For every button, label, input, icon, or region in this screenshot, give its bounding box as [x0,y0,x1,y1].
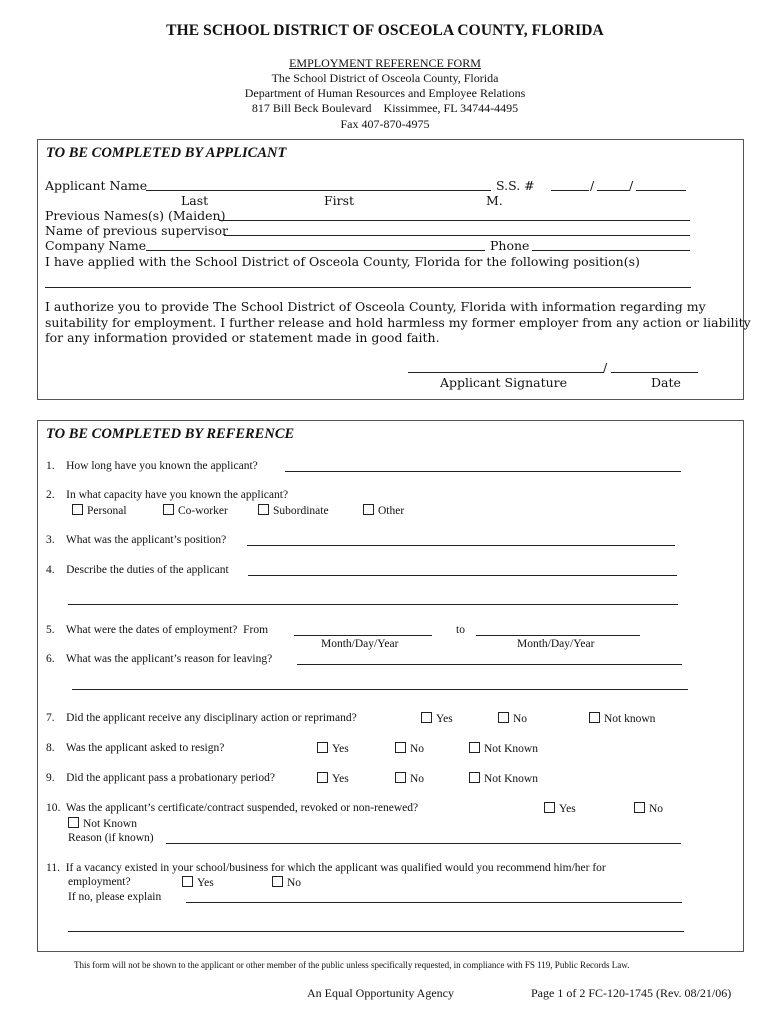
date-field[interactable] [611,372,698,373]
q8-opt-yes[interactable] [317,742,349,755]
q10-opt-label: Yes [559,803,576,815]
q4-field[interactable] [248,575,677,576]
signature-field[interactable] [408,372,604,373]
auth-line-1: I authorize you to provide The School District of Osceola County, Florida with information regarding my [45,299,706,314]
q2-opt-label: Subordinate [273,505,329,517]
department: Department of Human Resources and Employee Relations [244,86,526,100]
q7-opt-label: No [513,713,528,725]
q10-opt-notknown[interactable] [68,817,137,830]
q4-label: 4. Describe the duties of the applicant [46,564,229,576]
checkbox-icon[interactable] [421,712,432,723]
page-title: THE SCHOOL DISTRICT OF OSCEOLA COUNTY, FLORIDA [166,22,604,39]
q6-field-2[interactable] [72,689,688,690]
q2-opt-label: Personal [87,505,127,517]
q2-label: 2. In what capacity have you known the applicant? [46,489,289,501]
auth-line-3: for any information provided or statement made in good faith. [45,330,440,345]
q8-label: 8. Was the applicant asked to resign? [46,742,225,754]
q11-opt-no[interactable] [272,876,301,889]
q6-field[interactable] [297,664,682,665]
applicant-section-title: TO BE COMPLETED BY APPLICANT [46,145,287,161]
fax: Fax 407-870-4975 [340,117,430,131]
q5-to-label: to [456,624,465,636]
q3-field[interactable] [247,545,675,546]
ss-field-2[interactable] [597,190,629,191]
q11-explain-label: If no, please explain [68,891,162,903]
q10-opt-label: Not Known [83,818,137,830]
q8-opt-label: Yes [332,743,349,755]
q10-reason-label: Reason (if known) [68,832,154,844]
q7-label: 7. Did the applicant receive any disciplinary action or reprimand? [46,712,357,724]
q9-opt-label: Yes [332,773,349,785]
q3-label: 3. What was the applicant’s position? [46,534,227,546]
q5-from-format: Month/Day/Year [321,638,399,650]
ss-field-3[interactable] [636,190,686,191]
q2-opt-coworker[interactable] [163,504,228,517]
q8-opt-notknown[interactable] [469,742,538,755]
q9-opt-no[interactable] [395,772,424,785]
checkbox-icon[interactable] [544,802,555,813]
q11-opt-yes[interactable] [182,876,214,889]
q11-explain-field-2[interactable] [68,931,684,932]
middle-label: M. [486,193,503,208]
checkbox-icon[interactable] [272,876,283,887]
q5-to-format: Month/Day/Year [517,638,595,650]
q4-field-2[interactable] [68,604,678,605]
signature-slash: / [603,360,608,375]
checkbox-icon[interactable] [469,772,480,783]
first-label: First [324,193,355,208]
q10-opt-label: No [649,803,664,815]
applicant-name-field[interactable] [146,190,491,191]
checkbox-icon[interactable] [317,742,328,753]
checkbox-icon[interactable] [258,504,269,515]
checkbox-icon[interactable] [163,504,174,515]
checkbox-icon[interactable] [395,772,406,783]
form-name: EMPLOYMENT REFERENCE FORM [289,56,481,70]
records-notice: This form will not be shown to the applicant or other member of the public unless specifically requested, in compliance with FS 119, Public Records Law. [74,960,630,970]
q2-opt-label: Other [378,505,405,517]
checkbox-icon[interactable] [589,712,600,723]
prev-supervisor-field[interactable] [224,235,690,236]
q2-opt-personal[interactable] [72,504,127,517]
q2-opt-label: Co-worker [178,505,228,517]
q5-to-field[interactable] [476,635,640,636]
q11-explain-field[interactable] [186,902,682,903]
applied-text: I have applied with the School District of Osceola County, Florida for the following position(s) [45,254,640,269]
q7-opt-no[interactable] [498,712,527,725]
q11-label: 11. If a vacancy existed in your school/business for which the applicant was qualified would you recommend him/her for [46,862,606,874]
signature-label: Applicant Signature [440,375,568,390]
prev-names-field[interactable] [219,220,690,221]
q8-opt-no[interactable] [395,742,424,755]
q10-reason-field[interactable] [166,843,681,844]
q2-opt-other[interactable] [363,504,404,517]
prev-names-label: Previous Names(s) (Maiden) [45,208,226,223]
q7-opt-notknown[interactable] [589,712,655,725]
q9-label: 9. Did the applicant pass a probationary period? [46,772,275,784]
date-label: Date [651,375,681,390]
last-label: Last [181,193,209,208]
q9-opt-notknown[interactable] [469,772,538,785]
page-number: Page 1 of 2 FC-120-1745 (Rev. 08/21/06) [531,986,732,1000]
q10-label: 10. Was the applicant’s certificate/contract suspended, revoked or non-renewed? [46,802,419,814]
ss-label: S.S. # [496,178,535,193]
q6-label: 6. What was the applicant’s reason for leaving? [46,653,273,665]
ss-slash-2: / [629,178,634,193]
q8-opt-label: No [410,743,425,755]
q9-opt-yes[interactable] [317,772,349,785]
address: 817 Bill Beck Boulevard Kissimmee, FL 34744-4495 [251,101,519,115]
ss-field-1[interactable] [551,190,589,191]
company-field[interactable] [146,250,485,251]
checkbox-icon[interactable] [634,802,645,813]
q7-opt-label: Not known [604,713,656,725]
q11-opt-label: Yes [197,877,214,889]
company-label: Company Name [45,238,147,253]
org-name: The School District of Osceola County, Florida [271,71,499,85]
q10-opt-yes[interactable] [544,802,576,815]
q9-opt-label: No [410,773,425,785]
checkbox-icon[interactable] [363,504,374,515]
q9-opt-label: Not Known [484,773,538,785]
prev-supervisor-label: Name of previous supervisor [45,223,228,238]
checkbox-icon[interactable] [182,876,193,887]
phone-field[interactable] [532,250,690,251]
phone-label: Phone [490,238,530,253]
checkbox-icon[interactable] [72,504,83,515]
q2-opt-subordinate[interactable] [258,504,329,517]
checkbox-icon[interactable] [317,772,328,783]
q1-label: 1. How long have you known the applicant? [46,460,258,472]
checkbox-icon[interactable] [498,712,509,723]
reference-section-title: TO BE COMPLETED BY REFERENCE [46,426,295,442]
q8-opt-label: Not Known [484,743,538,755]
checkbox-icon[interactable] [68,817,79,828]
q11-opt-label: No [287,877,302,889]
ss-slash-1: / [590,178,595,193]
checkbox-icon[interactable] [395,742,406,753]
q1-field[interactable] [285,471,681,472]
q5-from-field[interactable] [294,635,432,636]
q7-opt-label: Yes [436,713,453,725]
q10-opt-no[interactable] [634,802,663,815]
positions-field[interactable] [45,287,691,288]
q7-opt-yes[interactable] [421,712,453,725]
checkbox-icon[interactable] [469,742,480,753]
auth-line-2: suitability for employment. I further release and hold harmless my former employer from any action or liability [45,315,751,330]
q5-label: 5. What were the dates of employment? From [46,624,269,636]
agency-text: An Equal Opportunity Agency [307,986,454,1000]
applicant-name-label: Applicant Name [45,178,148,193]
q11-label-2: employment? [68,876,131,888]
